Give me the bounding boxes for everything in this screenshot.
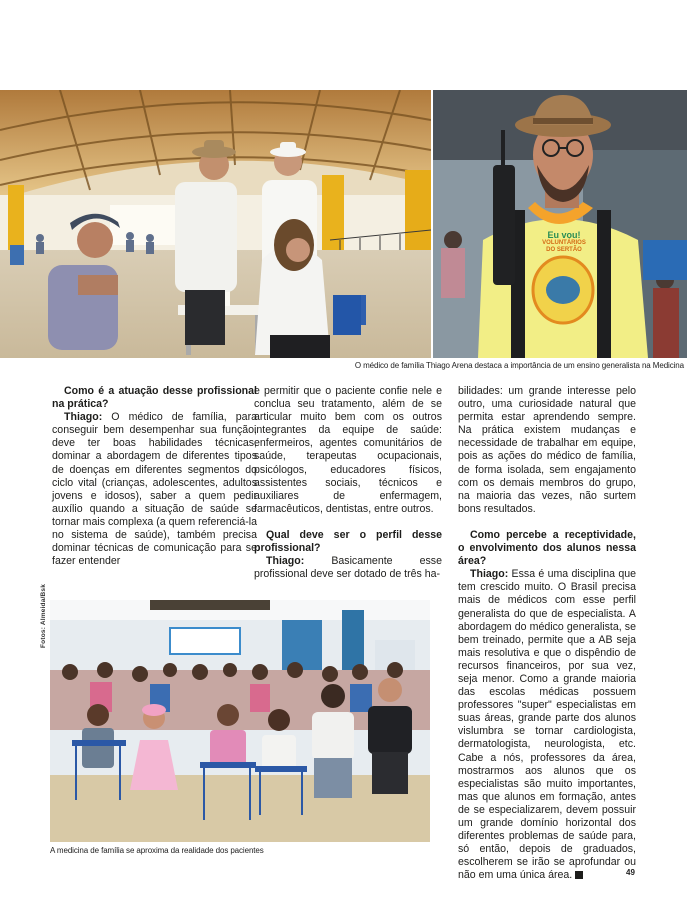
answer-1-text: O médico de família, para conseguir bem desempenhar sua função, deve ter boas habilidades técnicas, dominar a abordagem de diferentes tipos de doenças em diferentes segmentos do ciclo vital (crianças, adolescentes, adultos jovens e idosos), saber a quem pedir auxílio quando a situação de saúde se tornar mais complexa (a quem referenciá-la no sistema de saúde), também precisa dominar técnicas de comunicação para se fazer entender	[52, 411, 257, 568]
gym-consultation-photo	[0, 90, 431, 358]
answer-2-continued: bilidades: um grande interesse pelo outro, uma curiosidade natural que permita estar aprendendo sempre. Na prática existem mudanças e necessidade de trabalhar em equipe, pois as ações do médico de família, de forma isolada, sem engajamento com os demais membros do grupo, na maioria das vezes, não surtem bons resultados.	[458, 385, 636, 515]
article-column-2	[254, 385, 442, 581]
question-3: Como percebe a receptividade, o envolvimento dos alunos nessa área?	[458, 528, 636, 568]
question-2: Qual deve ser o perfil desse profissional?	[254, 528, 442, 555]
shirt-line1: Eu vou!	[547, 230, 581, 240]
answer-3-text: Essa é uma disciplina que tem crescido muito. O Brasil precisa mais de médicos com esse perfil generalista do que de especialista. A abordagem do médico generalista, se bem treinado, permite que a AB seja mais resolutiva e que o dispêndio de recursos financeiros, por sua vez, seja menor. Como a grande maioria das escolas médicas possuem professores "super" especialistas em suas áreas, grande parte dos alunos vislumbra se tornar cardiologista, dermatologista, neurologista, etc. Cabe a nós, professores da área, mostrarmos aos alunos que os especialistas são muito importantes, mas que alunos em formação, antes de se especializarem, devem possuir um grande domínio horizontal dos diferentes problemas de saúde para, só então, depois de graduados, escolherem se irão se aprofundar ou não em uma única área.	[458, 568, 636, 882]
article-column-3	[458, 385, 636, 882]
answer-1-start	[52, 411, 257, 568]
speaker-label: Thiago:	[266, 555, 305, 568]
top-photo-caption: O médico de família Thiago Arena destaca a importância de um ensino generalista na Medicina	[354, 361, 684, 370]
answer-2-text: Basicamente esse profissional deve ser dotado de três ha-	[254, 555, 442, 581]
article-column-1	[52, 385, 257, 568]
speaker-label: Thiago:	[470, 568, 509, 581]
bottom-photo-caption: A medicina de família se aproxima da realidade dos pacientes	[50, 846, 264, 855]
shirt-line3: DO SERTÃO	[546, 247, 582, 253]
answer-3	[458, 568, 636, 882]
end-of-article-icon	[575, 871, 583, 879]
photo-credit: Fotos: Almeida/Bsk	[40, 583, 47, 648]
shirt-print	[532, 230, 596, 254]
answer-2-start	[254, 555, 442, 581]
question-1: Como é a atuação desse profissional na prática?	[52, 385, 257, 411]
page-number: 49	[626, 868, 635, 877]
answer-1-continued: e permitir que o paciente confie nele e conclua seu tratamento, além de se articular muito bem com os outros integrantes da equipe de saúde: enfermeiros, agentes comunitários de saúde, terapeutas ocupacionais, psicólogos, educadores físicos, assistentes sociais, técnicos e auxiliares de enfermagem, farmacêuticos, dentistas, entre outros.	[254, 385, 442, 515]
children-group-photo	[50, 600, 430, 842]
shirt-line2: VOLUNTÁRIOS	[542, 240, 586, 246]
doctor-portrait-photo	[433, 90, 687, 358]
speaker-label: Thiago:	[64, 411, 103, 424]
